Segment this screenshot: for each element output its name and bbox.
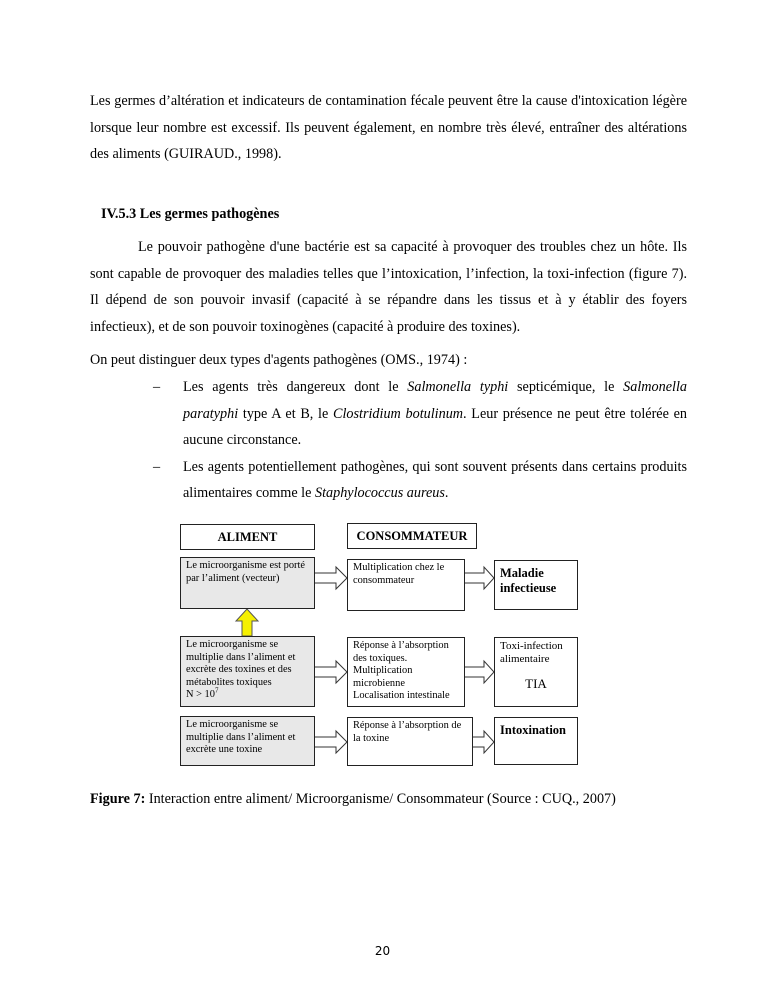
result-maladie-infectieuse: Maladie infectieuse bbox=[494, 560, 578, 610]
list-item: – Les agents très dangereux dont le Salmonella typhi septicémique, le Salmonella paratyphi type A et B, le Clostridium botulinum. Leur présence ne peut être tolérée en aucune circonstance. bbox=[153, 374, 687, 454]
consommateur-reponse-toxiques-box: Réponse à l’absorption des toxiques. Multiplication microbienne Localisation intestinale bbox=[347, 637, 465, 707]
arrow-up-icon bbox=[236, 609, 258, 636]
pathogen-types-list bbox=[153, 374, 687, 507]
paragraph-intoxication: Les germes d’altération et indicateurs de contamination fécale peuvent être la cause d'intoxication légère lorsque leur nombre est excessif. Ils peuvent également, en nombre très élevé, entraîner des altérations des aliments (GUIRAUD., 1998). bbox=[90, 93, 687, 162]
arrow-right-icon bbox=[314, 567, 347, 589]
result-intoxination: Intoxination bbox=[494, 717, 578, 765]
bullet-dash: – bbox=[153, 379, 161, 395]
arrow-right-icon bbox=[464, 567, 494, 589]
species-name: Staphylococcus aureus bbox=[314, 485, 445, 501]
header-aliment: ALIMENT bbox=[180, 524, 315, 550]
figure-interaction-diagram bbox=[178, 521, 580, 767]
caption-text: Interaction entre aliment/ Microorganisme/ Consommateur (Source : CUQ., 2007) bbox=[145, 791, 616, 807]
consommateur-multiplication-box: Multiplication chez le consommateur bbox=[347, 559, 465, 611]
header-consommateur: CONSOMMATEUR bbox=[347, 523, 477, 549]
paragraph-types-agents: On peut distinguer deux types d'agents pathogènes (OMS., 1974) : bbox=[90, 352, 468, 368]
caption-label: Figure 7: bbox=[90, 791, 146, 807]
species-name: Salmonella typhi bbox=[407, 379, 509, 395]
species-name: Clostridium botulinum bbox=[333, 405, 464, 422]
aliment-toxine-box: Le microorganisme se multiplie dans l’aliment et excrète une toxine bbox=[180, 716, 315, 766]
figure-caption bbox=[90, 786, 616, 812]
arrow-right-icon bbox=[314, 661, 347, 683]
arrow-right-icon bbox=[464, 661, 494, 683]
consommateur-reponse-toxine-box: Réponse à l’absorption de la toxine bbox=[347, 717, 473, 766]
species-name: Salmonella paratyphi bbox=[183, 379, 687, 422]
paragraph-pouvoir-pathogene: Le pouvoir pathogène d'une bactérie est sa capacité à provoquer des troubles chez un hôte. Ils sont capable de provoquer des maladies telles que l’intoxication, l’infection, la toxi-infection (figure 7). Il dépend de son pouvoir invasif (capacité à se répandre dans les tissus et à y établir des foyers infectieux), et de son pouvoir toxinogènes (capacité à produire des toxines). bbox=[90, 239, 687, 335]
section-heading: IV.5.3 Les germes pathogènes bbox=[101, 206, 280, 222]
result-toxi-infection: Toxi-infection alimentaire TIA bbox=[494, 637, 578, 707]
tia-label: TIA bbox=[525, 676, 547, 692]
aliment-vecteur-box: Le microorganisme est porté par l’aliment (vecteur) bbox=[180, 557, 315, 609]
aliment-toxines-box: Le microorganisme se multiplie dans l’aliment et excrète des toxines et des métabolites toxiques $N > 10^7$ bbox=[180, 636, 315, 707]
page-number: 20 bbox=[374, 944, 391, 958]
list-item: – Les agents potentiellement pathogènes, qui sont souvent présents dans certains produits alimentaires comme le Staphylococcus aureus. bbox=[153, 454, 687, 507]
arrow-right-icon bbox=[314, 731, 347, 753]
bullet-dash: – bbox=[153, 458, 161, 475]
